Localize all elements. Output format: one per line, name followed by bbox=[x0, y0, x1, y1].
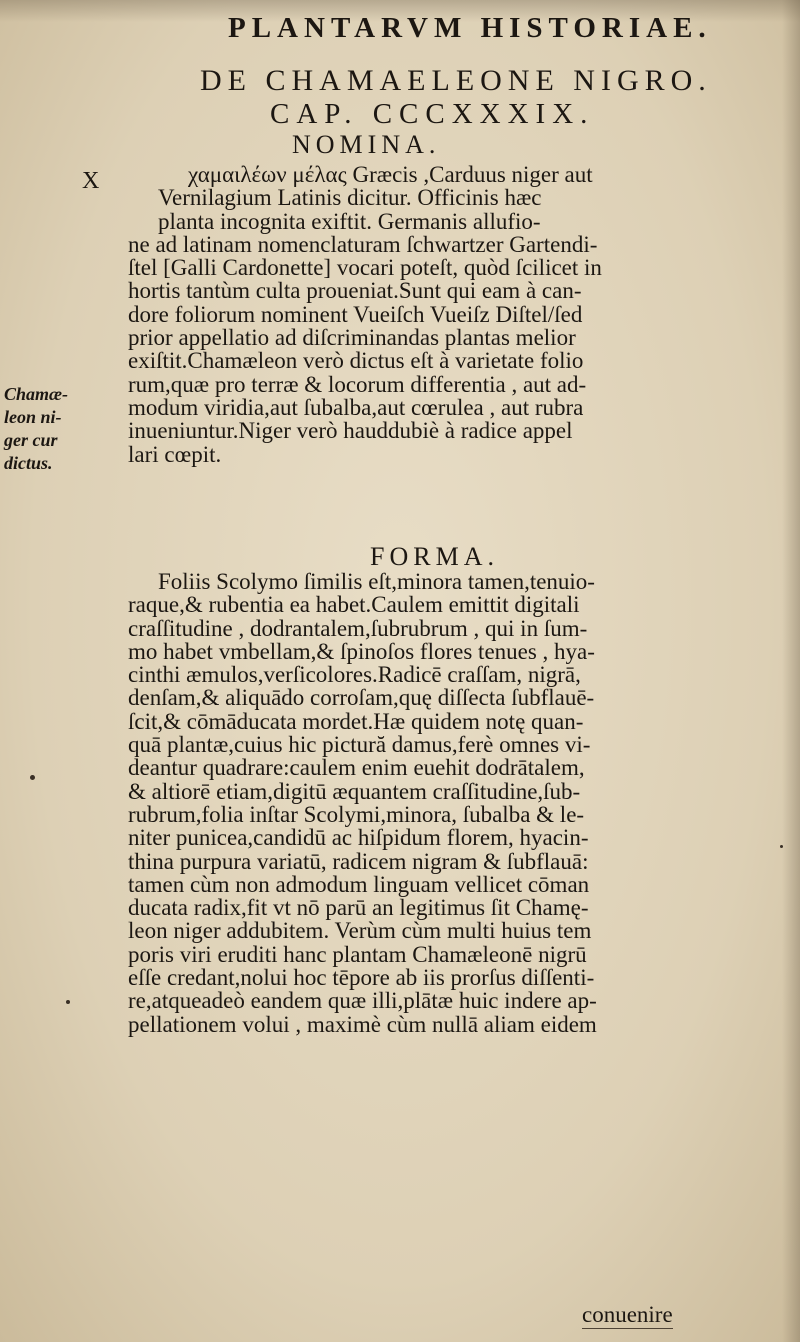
text-line: hortis tantùm culta proueniat.Sunt qui eam à can- bbox=[128, 278, 582, 304]
text-line: re,atqueadeò eandem quæ illi,plātæ huic indere ap- bbox=[128, 988, 597, 1014]
text-line: denſam,& aliquādo corroſam,quę diſſecta ſubflauē- bbox=[128, 685, 595, 711]
forma-paragraph bbox=[128, 570, 788, 1036]
text-line: pellationem volui , maximè cùm nullā aliam eidem bbox=[128, 1011, 597, 1037]
text-line: tamen cùm non admodum linguam vellicet cōman bbox=[128, 871, 590, 897]
margin-note-line: dictus. bbox=[4, 453, 53, 473]
chapter-title: DE CHAMAELEONE NIGRO. bbox=[200, 64, 712, 97]
nomina-heading: NOMINA. bbox=[292, 130, 441, 159]
text-line: inueniuntur.Niger verò hauddubiè à radice appel bbox=[128, 418, 573, 444]
text-line: ſcit,& cōmāducata mordet.Hæ quidem notę quan- bbox=[128, 708, 584, 734]
text-line: exiſtit.Chamæleon verò dictus eſt à varietate folio bbox=[128, 348, 584, 374]
margin-note-line: leon ni- bbox=[4, 407, 62, 427]
text-line: Foliis Scolymo ſimilis eſt,minora tamen,tenuio- bbox=[158, 569, 595, 594]
margin-note-line: ger cur bbox=[4, 430, 58, 450]
text-line: ducata radix,fit vt nō parū an legitimus ſit Chamę- bbox=[128, 895, 589, 921]
text-line: prior appellatio ad diſcriminandas plantas melior bbox=[128, 325, 576, 351]
margin-mark: X bbox=[82, 168, 100, 194]
forma-heading: FORMA. bbox=[370, 542, 499, 571]
text-line: craſſitudine , dodrantalem,ſubrubrum , qui in ſum- bbox=[128, 615, 588, 641]
text-line: ne ad latinam nomenclaturam ſchwartzer Gartendi- bbox=[128, 231, 598, 257]
margin-note-line: Chamæ- bbox=[4, 384, 69, 404]
text-line: χαμαιλέων μέλας Græcis ,Carduus niger aut bbox=[188, 162, 593, 187]
text-line: rubrum,folia inſtar Scolymi,minora, ſubalba & le- bbox=[128, 801, 585, 827]
chapter-number: CAP. CCCXXXIX. bbox=[270, 98, 595, 130]
text-line: & altiorē etiam,digitū æquantem craſſitudine,ſub- bbox=[128, 778, 581, 804]
text-line: Vernilagium Latinis dicitur. Officinis hæc bbox=[158, 185, 542, 211]
text-line: niter punicea,candidū ac hiſpidum florem, hyacin- bbox=[128, 825, 589, 851]
running-head: PLANTARVM HISTORIAE. bbox=[228, 12, 712, 44]
text-line: leon niger addubitem. Verùm cùm multi huius tem bbox=[128, 918, 592, 944]
text-line: modum viridia,aut ſubalba,aut cœrulea , aut rubra bbox=[128, 394, 584, 420]
text-line: lari cœpit. bbox=[128, 441, 222, 467]
text-line: deantur quadrare:caulem enim euehit dodrātalem, bbox=[128, 755, 585, 781]
text-line: cinthi æmulos,verſicolores.Radicē craſſam, nigrā, bbox=[128, 662, 581, 688]
text-line: dore foliorum nominent Vueiſch Vueiſz Diſtel/ſed bbox=[128, 301, 583, 327]
catchword: conuenire bbox=[582, 1302, 673, 1327]
paper-speck bbox=[30, 775, 35, 780]
nomina-paragraph bbox=[128, 163, 788, 466]
paper-speck bbox=[66, 1000, 70, 1004]
paper-speck bbox=[780, 845, 783, 848]
text-line: ſtel [Galli Cardonette] vocari poteſt, quòd ſcilicet in bbox=[128, 255, 602, 281]
text-line: planta incognita exiftit. Germanis allufio- bbox=[158, 208, 541, 234]
text-line: poris viri eruditi hanc plantam Chamæleonē nigrū bbox=[128, 941, 587, 967]
text-line: mo habet vmbellam,& ſpinoſos flores tenues , hya- bbox=[128, 638, 595, 664]
text-line: quā plantæ,cuius hic pictură damus,ferè omnes vi- bbox=[128, 732, 591, 758]
text-line: raque,& rubentia ea habet.Caulem emittit digitali bbox=[128, 592, 580, 618]
text-line: rum,quæ pro terræ & locorum differentia , aut ad- bbox=[128, 371, 587, 397]
text-line: eſſe credant,nolui hoc tēpore ab iis prorſus diſſenti- bbox=[128, 965, 595, 991]
margin-note bbox=[4, 383, 124, 475]
text-line: thina purpura variatū, radicem nigram & ſubflauā: bbox=[128, 848, 589, 874]
